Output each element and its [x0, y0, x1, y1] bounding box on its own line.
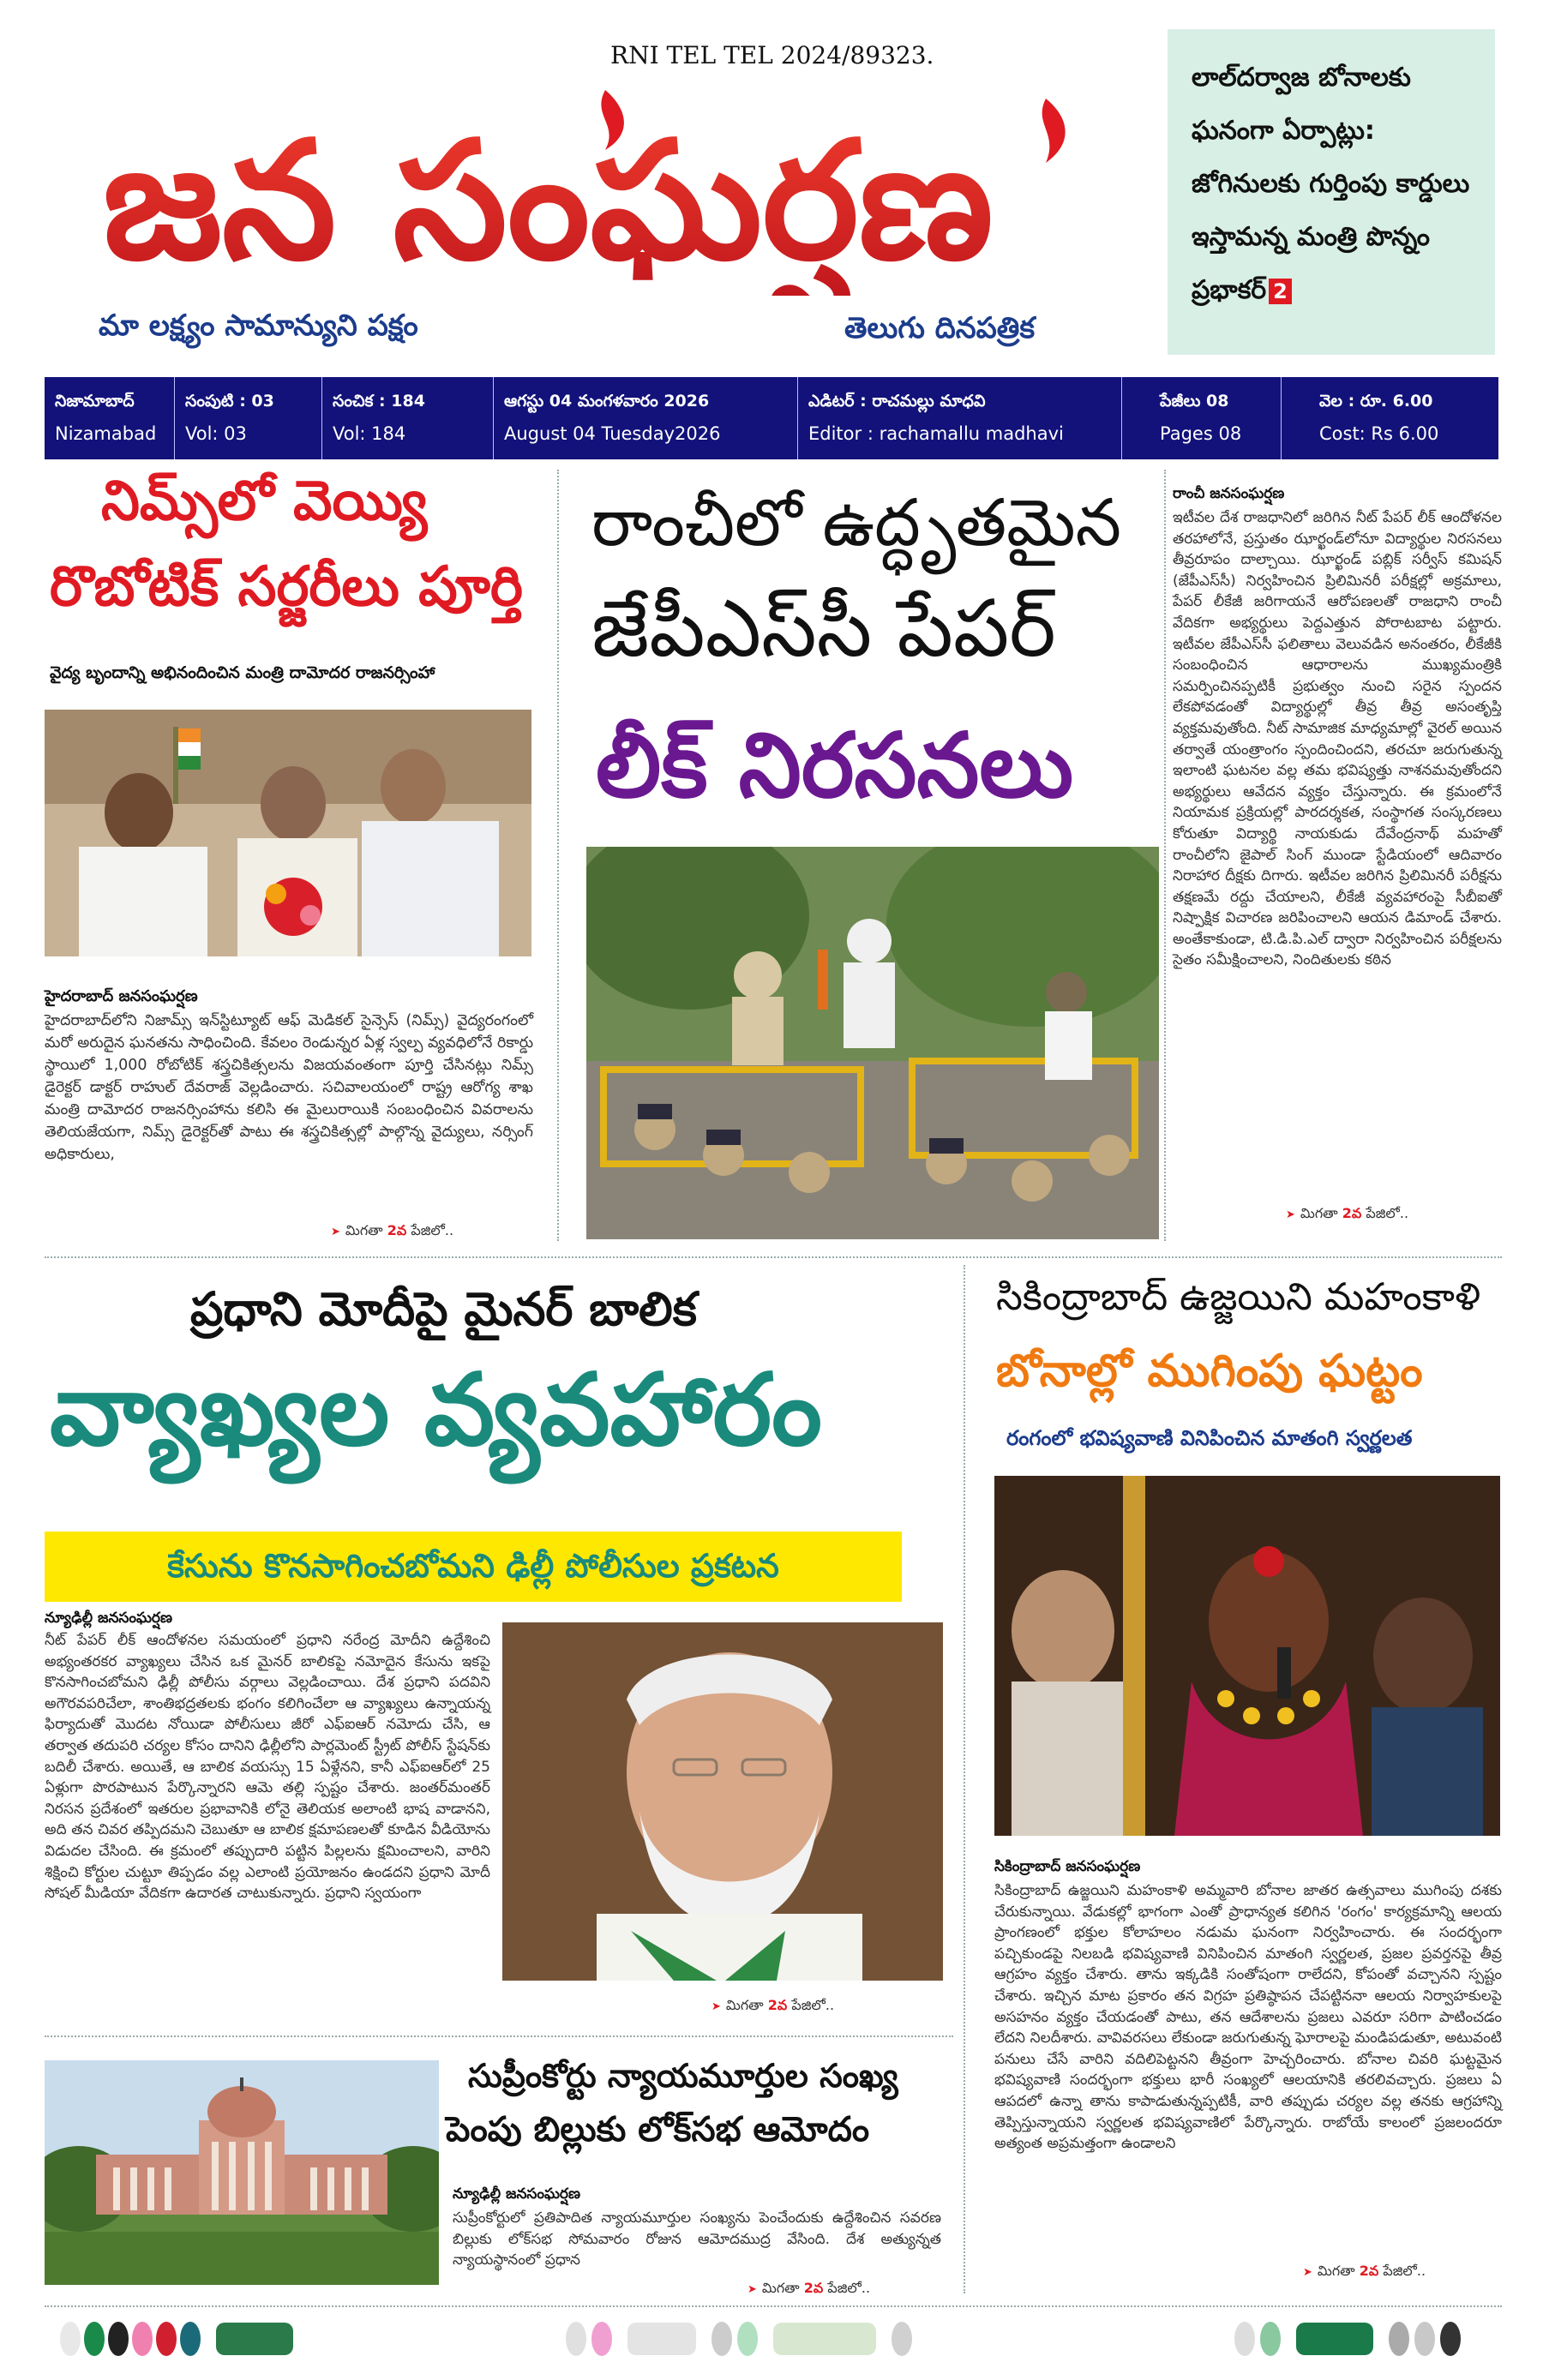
bonalu-subheadline: రంగంలో భవిష్యవాణి వినిపించిన మాతంగి స్వర్ణలత: [1006, 1426, 1413, 1450]
teaser-box[interactable]: [1168, 29, 1495, 355]
modi-body: నీట్ పేపర్ లీక్ ఆందోళనల సమయంలో ప్రధాని నరేంద్ర మోదీని ఉద్దేశించి అభ్యంతరకర వ్యాఖ్యలు చేసిన ఒక మైనర్ బాలికపై నమోదైన కేసును ఇకపై కొనసాగించబోమని ఢిల్లీ పోలీసు వర్గాలు వెల్లడించాయి. దేశ ప్రధాని పదవిని అగౌరవపరిచేలా, శాంతిభద్రతలకు భంగం కలిగించేలా ఆ వ్యాఖ్యలు ఉన్నాయన్న ఫిర్యాదుతో మొదట నోయిడా పోలీసులు జీరో ఎఫ్‌ఐఆర్ నమోదు చేసి, ఆ తర్వాత తదుపరి చర్యల కోసం దానిని ఢిల్లీలోని పార్లమెంట్ స్ట్రీట్ పోలీస్ స్టేషన్‌కు బదిలీ చేశారు. అయితే, ఆ బాలిక వయస్సు 15 ఏళ్లేనని, కానీ ఎఫ్‌ఐఆర్‌లో 25 ఏళ్లుగా పొరపాటున పేర్కొన్నారని ఆమె తల్లి స్పష్టం చేశారు. జంతర్‌మంతర్ నిరసన ప్రదేశంలో ఇతరుల ప్రభావానికి లోనై తెలియక అలాంటి భాష వాడానని, అది తన చివర తప్పిదమని చెబుతూ ఆ బాలిక క్షమాపణలతో కూడిన వీడియోను విడుదల చేసింది. ఈ క్రమంలో తప్పుదారి పట్టిన పిల్లలను క్షమించాలని, వారిని శిక్షించి కోర్టుల చుట్టూ తిప్పడం వల్ల ఎలాంటి ప్రయోజనం ఉండదని ప్రధాని మోదీ సోషల్ మీడియా వేదికగా ఉదారత చాటుకున్నారు. ప్రధాని స్వయంగా: [45, 1632, 490, 1903]
column-divider: [964, 1265, 965, 2293]
modi-banner: [45, 1532, 902, 1602]
bonalu-photo: [994, 1476, 1500, 1836]
sc-dateline: న్యూఢిల్లీ జనసంఘర్షణ: [453, 2185, 581, 2203]
bonalu-headline-line1[interactable]: సికింద్రాబాద్ ఉజ్జయిని మహంకాళి: [996, 1275, 1481, 1319]
nims-continued[interactable]: ➤ మిగతా 2వ పేజిలో..: [331, 1222, 454, 1238]
nims-subheadline: వైద్య బృందాన్ని అభినందించిన మంత్రి దామోదర రాజనర్సింహా: [50, 663, 435, 682]
jpsc-dateline: రాంచీ జనసంఘర్షణ: [1173, 485, 1285, 502]
section-divider: [45, 2035, 953, 2037]
info-issue: సంచిక : 184 Vol: 184: [322, 377, 494, 459]
arrow-right-icon: ➤: [747, 2283, 757, 2296]
modi-photo: [502, 1622, 943, 1981]
info-price: వెల : రూ. 6.00 Cost: Rs 6.00: [1319, 392, 1439, 444]
modi-continued[interactable]: ➤ మిగతా 2వ పేజిలో..: [711, 1997, 835, 2013]
supreme-court-photo: [45, 2060, 439, 2285]
modi-headline-line1[interactable]: ప్రధాని మోదీపై మైనర్ బాలిక: [190, 1282, 697, 1336]
nims-dateline: హైదరాబాద్ జనసంఘర్షణ: [45, 987, 198, 1005]
info-date: ఆగస్టు 04 మంగళవారం 2026 August 04 Tuesday2026: [494, 377, 798, 459]
nims-photo: [45, 710, 531, 956]
rni-number: RNI TEL TEL 2024/89323.: [610, 41, 934, 69]
arrow-right-icon: ➤: [711, 2000, 721, 2013]
jpsc-headline-line1[interactable]: రాంచీలో ఉద్ధృతమైన: [591, 484, 1121, 561]
bonalu-dateline: సికింద్రాబాద్ జనసంఘర్షణ: [994, 1858, 1141, 1875]
teaser-headline: లాల్‌దర్వాజ బోనాలకు ఘనంగా ఏర్పాట్లు: జోగినులకు గుర్తింపు కార్డులు ఇస్తామన్న మంత్రి పొన్నం ప్రభాకర్: [1192, 63, 1470, 305]
jpsc-body: ఇటీవల దేశ రాజధానిలో జరిగిన నీట్ పేపర్ లీక్ ఆందోళనల తరహాలోనే, ప్రస్తుతం ఝార్ఖండ్‌లోనూ విద్యార్థుల నిరసనలు తీవ్రరూపం దాల్చాయి. ఝార్ఖండ్ పబ్లిక్ సర్వీస్ కమిషన్ (జేపీఎస్‌సీ) నిర్వహించిన ప్రిలిమినరీ పరీక్షల్లో అక్రమాలు, పేపర్ లీకేజీ జరిగాయనే ఆరోపణలతో రాజధాని రాంచీ వేదికగా అభ్యర్థులు పెద్దఎత్తున పోరాటబాట పట్టారు. ఇటీవల జేపీఎస్‌సీ ఫలితాలు వెలువడిన అనంతరం, లీకేజీకి సంబంధించిన ఆధారాలను ముఖ్యమంత్రికి సమర్పించినప్పటికీ ప్రభుత్వం నుంచి సరైన స్పందన లేకపోవడంతో విద్యార్థుల్లో తీవ్ర తీవ్ర అసంతృప్తి వ్యక్తమవుతోంది. నీట్ సామాజిక మాధ్యమాల్లో వైరల్ అయిన తర్వాతే యంత్రాంగం స్పందించిందని, తరచూ జరుగుతున్న ఇలాంటి ఘటనల వల్ల తమ భవిష్యత్తు నాశనమవుతోందని అభ్యర్థులు ఆవేదన వ్యక్తం చేస్తున్నారు. ఈ క్రమంలోనే నియామక ప్రక్రియల్లో పారదర్శకత, సంస్థాగత సంస్కరణలు కోరుతూ విద్యార్థి నాయకుడు దేవేంద్రనాథ్ మహతో రాంచీలోని జైపాల్ సింగ్ ముండా స్టేడియంలో ఆదివారం నిరాహార దీక్షకు దిగారు. ఇటీవల జరిగిన ప్రిలిమినరీ పరీక్షను తక్షణమే రద్దు చేయాలని, లీకేజీ వ్యవహారంపై సీబీఐతో నిష్పాక్షిక విచారణ జరిపించాలని ఆయన డిమాండ్ చేశారు. అంతేకాకుండా, టి.డి.పి.ఎల్ ద్వారా నిర్వహించిన పరీక్షలను సైతం సమీక్షించాలని, నిందితులకు కఠిన: [1173, 509, 1502, 969]
jpsc-protest-photo: [586, 847, 1159, 1239]
bonalu-continued[interactable]: ➤ మిగతా 2వ పేజిలో..: [1303, 2263, 1426, 2279]
modi-banner-text: కేసును కొనసాగించబోమని ఢిల్లీ పోలీసుల ప్రకటన: [167, 1547, 779, 1585]
nims-headline-line1[interactable]: నిమ్స్‌లో వెయ్యి: [101, 470, 428, 533]
info-bar: [45, 377, 1498, 459]
arrow-right-icon: ➤: [1303, 2266, 1312, 2279]
jpsc-headline-line2[interactable]: జేపీఎస్‌సీ పేపర్: [591, 583, 1056, 674]
color-registration-bar: [45, 2321, 1502, 2357]
info-city: నిజామాబాద్ Nizamabad: [45, 377, 175, 459]
column-divider: [1164, 470, 1166, 1241]
info-editor: ఎడిటర్ : రాచమల్లు మాధవి Editor : rachamallu madhavi: [798, 377, 1122, 459]
info-pages: పేజీలు 08 Pages 08: [1122, 377, 1282, 459]
section-divider: [45, 1256, 1502, 1258]
arrow-right-icon: ➤: [331, 1226, 340, 1238]
sc-body: సుప్రీంకోర్టులో ప్రతిపాదిత న్యాయమూర్తుల సంఖ్యను పెంచేందుకు ఉద్దేశించిన సవరణ బిల్లుకు లోక్‌సభ సోమవారం రోజున ఆమోదముద్ర వేసింది. దేశ అత్యున్నత న్యాయస్థానంలో ప్రధాన: [453, 2209, 941, 2269]
teaser-text: [1192, 51, 1476, 317]
jpsc-continued[interactable]: ➤ మిగతా 2వ పేజిలో..: [1286, 1205, 1409, 1221]
arrow-right-icon: ➤: [1286, 1208, 1295, 1221]
nims-headline-line2[interactable]: రొబోటిక్ సర్జరీలు పూర్తి: [50, 555, 523, 619]
modi-headline-line2[interactable]: వ్యాఖ్యల వ్యవహారం: [50, 1352, 822, 1468]
section-divider: [45, 2305, 1502, 2307]
teaser-page-badge: 2: [1269, 279, 1292, 304]
bonalu-headline-line2[interactable]: బోనాల్లో ముగింపు ఘట్టం: [996, 1346, 1423, 1397]
bonalu-body: సికింద్రాబాద్ ఉజ్జయిని మహంకాళి అమ్మవారి బోనాల జాతర ఉత్సవాలు ముగింపు దశకు చేరుకున్నాయి. వేడుకల్లో భాగంగా ఎంతో ప్రాధాన్యత కలిగిన 'రంగం' కార్యక్రమాన్ని ఆలయ ప్రాంగణంలో భక్తుల కోలాహలం నడుమ ఘనంగా నిర్వహించారు. ఈ సందర్భంగా పచ్చికుండపై నిలబడి భవిష్యవాణి వినిపించిన మాతంగి స్వర్ణలత, ప్రజల ప్రవర్తనపై తీవ్ర ఆగ్రహం వ్యక్తం చేశారు. తాను ఇక్కడికి సంతోషంగా రాలేదని, కోపంతో వచ్చానని స్పష్టం చేశారు. ఇచ్చిన మాట ప్రకారం తన విగ్రహ ప్రతిష్ఠాపన చేపట్టిననా ఆలయ నిర్వాహకులపై అసహనం వ్యక్తం చేయడంతో పాటు, తన ఆదేశాలను ప్రజలు ఎవరూ సరిగా పాటించడం లేదని నిలదీశారు. వావివరసలు లేకుండా జరుగుతున్న ఘోరాలపై మండిపడుతూ, అటువంటి పనులు చేసే వారిని వదిలిపెట్టనని తీవ్రంగా హెచ్చరించారు. బోనాల చివరి ఘట్టమైన భవిష్యవాణి సందర్భంగా భక్తులు భారీ సంఖ్యలో ఆలయానికి తరలివచ్చారు. ప్రజలు ఏ ఆపదలో ఉన్నా తాను కాపాడుతున్నప్పటికీ, వారి తప్పుడు చర్యల వల్ల తనకు ఆగ్రహాన్ని తెప్పిస్తున్నాయని స్వర్ణలత భవిష్యవాణిలో పేర్కొన్నారు. రాబోయే కాలంలో ప్రజలందరూ అత్యంత అప్రమత్తంగా ఉండాలని: [994, 1882, 1502, 2153]
newspaper-logo: [94, 81, 1114, 296]
info-volume: సంపుటి : 03 Vol: 03: [175, 377, 322, 459]
sc-headline-line2[interactable]: పెంపు బిల్లుకు లోక్‌సభ ఆమోదం: [446, 2110, 870, 2149]
sc-continued[interactable]: ➤ మిగతా 2వ పేజిలో..: [747, 2280, 871, 2296]
tagline: మా లక్ష్యం సామాన్యుని పక్షం: [99, 309, 418, 343]
svg-text:జన సంఘర్షణ: జన సంఘర్షణ: [103, 106, 994, 296]
registration-marks: [60, 2322, 1461, 2356]
sc-headline-line1[interactable]: సుప్రీంకోర్టు న్యాయమూర్తుల సంఖ్య: [468, 2057, 898, 2095]
column-divider: [557, 470, 559, 1241]
nims-body: హైదరాబాద్‌లోని నిజామ్స్ ఇన్‌స్టిట్యూట్ ఆఫ్ మెడికల్ సైన్సెస్ (నిమ్స్) వైద్యరంగంలో మరో అరుదైన ఘనతను సాధించింది. కేవలం రెండున్నర ఏళ్ల స్వల్ప వ్యవధిలోనే రికార్డు స్థాయిలో 1,000 రోబోటిక్ శస్త్రచికిత్సలను విజయవంతంగా పూర్తి చేసినట్లు నిమ్స్ డైరెక్టర్ డాక్టర్ రాహుల్ దేవరాజ్ వెల్లడించారు. సచివాలయంలో రాష్ట్ర ఆరోగ్య శాఖ మంత్రి దామోదర రాజనర్సింహాను కలిసి ఈ మైలురాయికి సంబంధించిన వివరాలను తెలియజేయగా, నిమ్స్ డైరెక్టర్‌తో పాటు ఈ శస్త్రచికిత్సల్లో పాల్గొన్న వైద్యులు, నర్సింగ్ అధికారులు,: [45, 1012, 533, 1163]
paper-type: తెలుగు దినపత్రిక: [844, 311, 1036, 345]
jpsc-headline-line3[interactable]: లీక్ నిరసనలు: [596, 713, 1074, 818]
modi-dateline: న్యూఢిల్లీ జనసంఘర్షణ: [45, 1610, 173, 1627]
